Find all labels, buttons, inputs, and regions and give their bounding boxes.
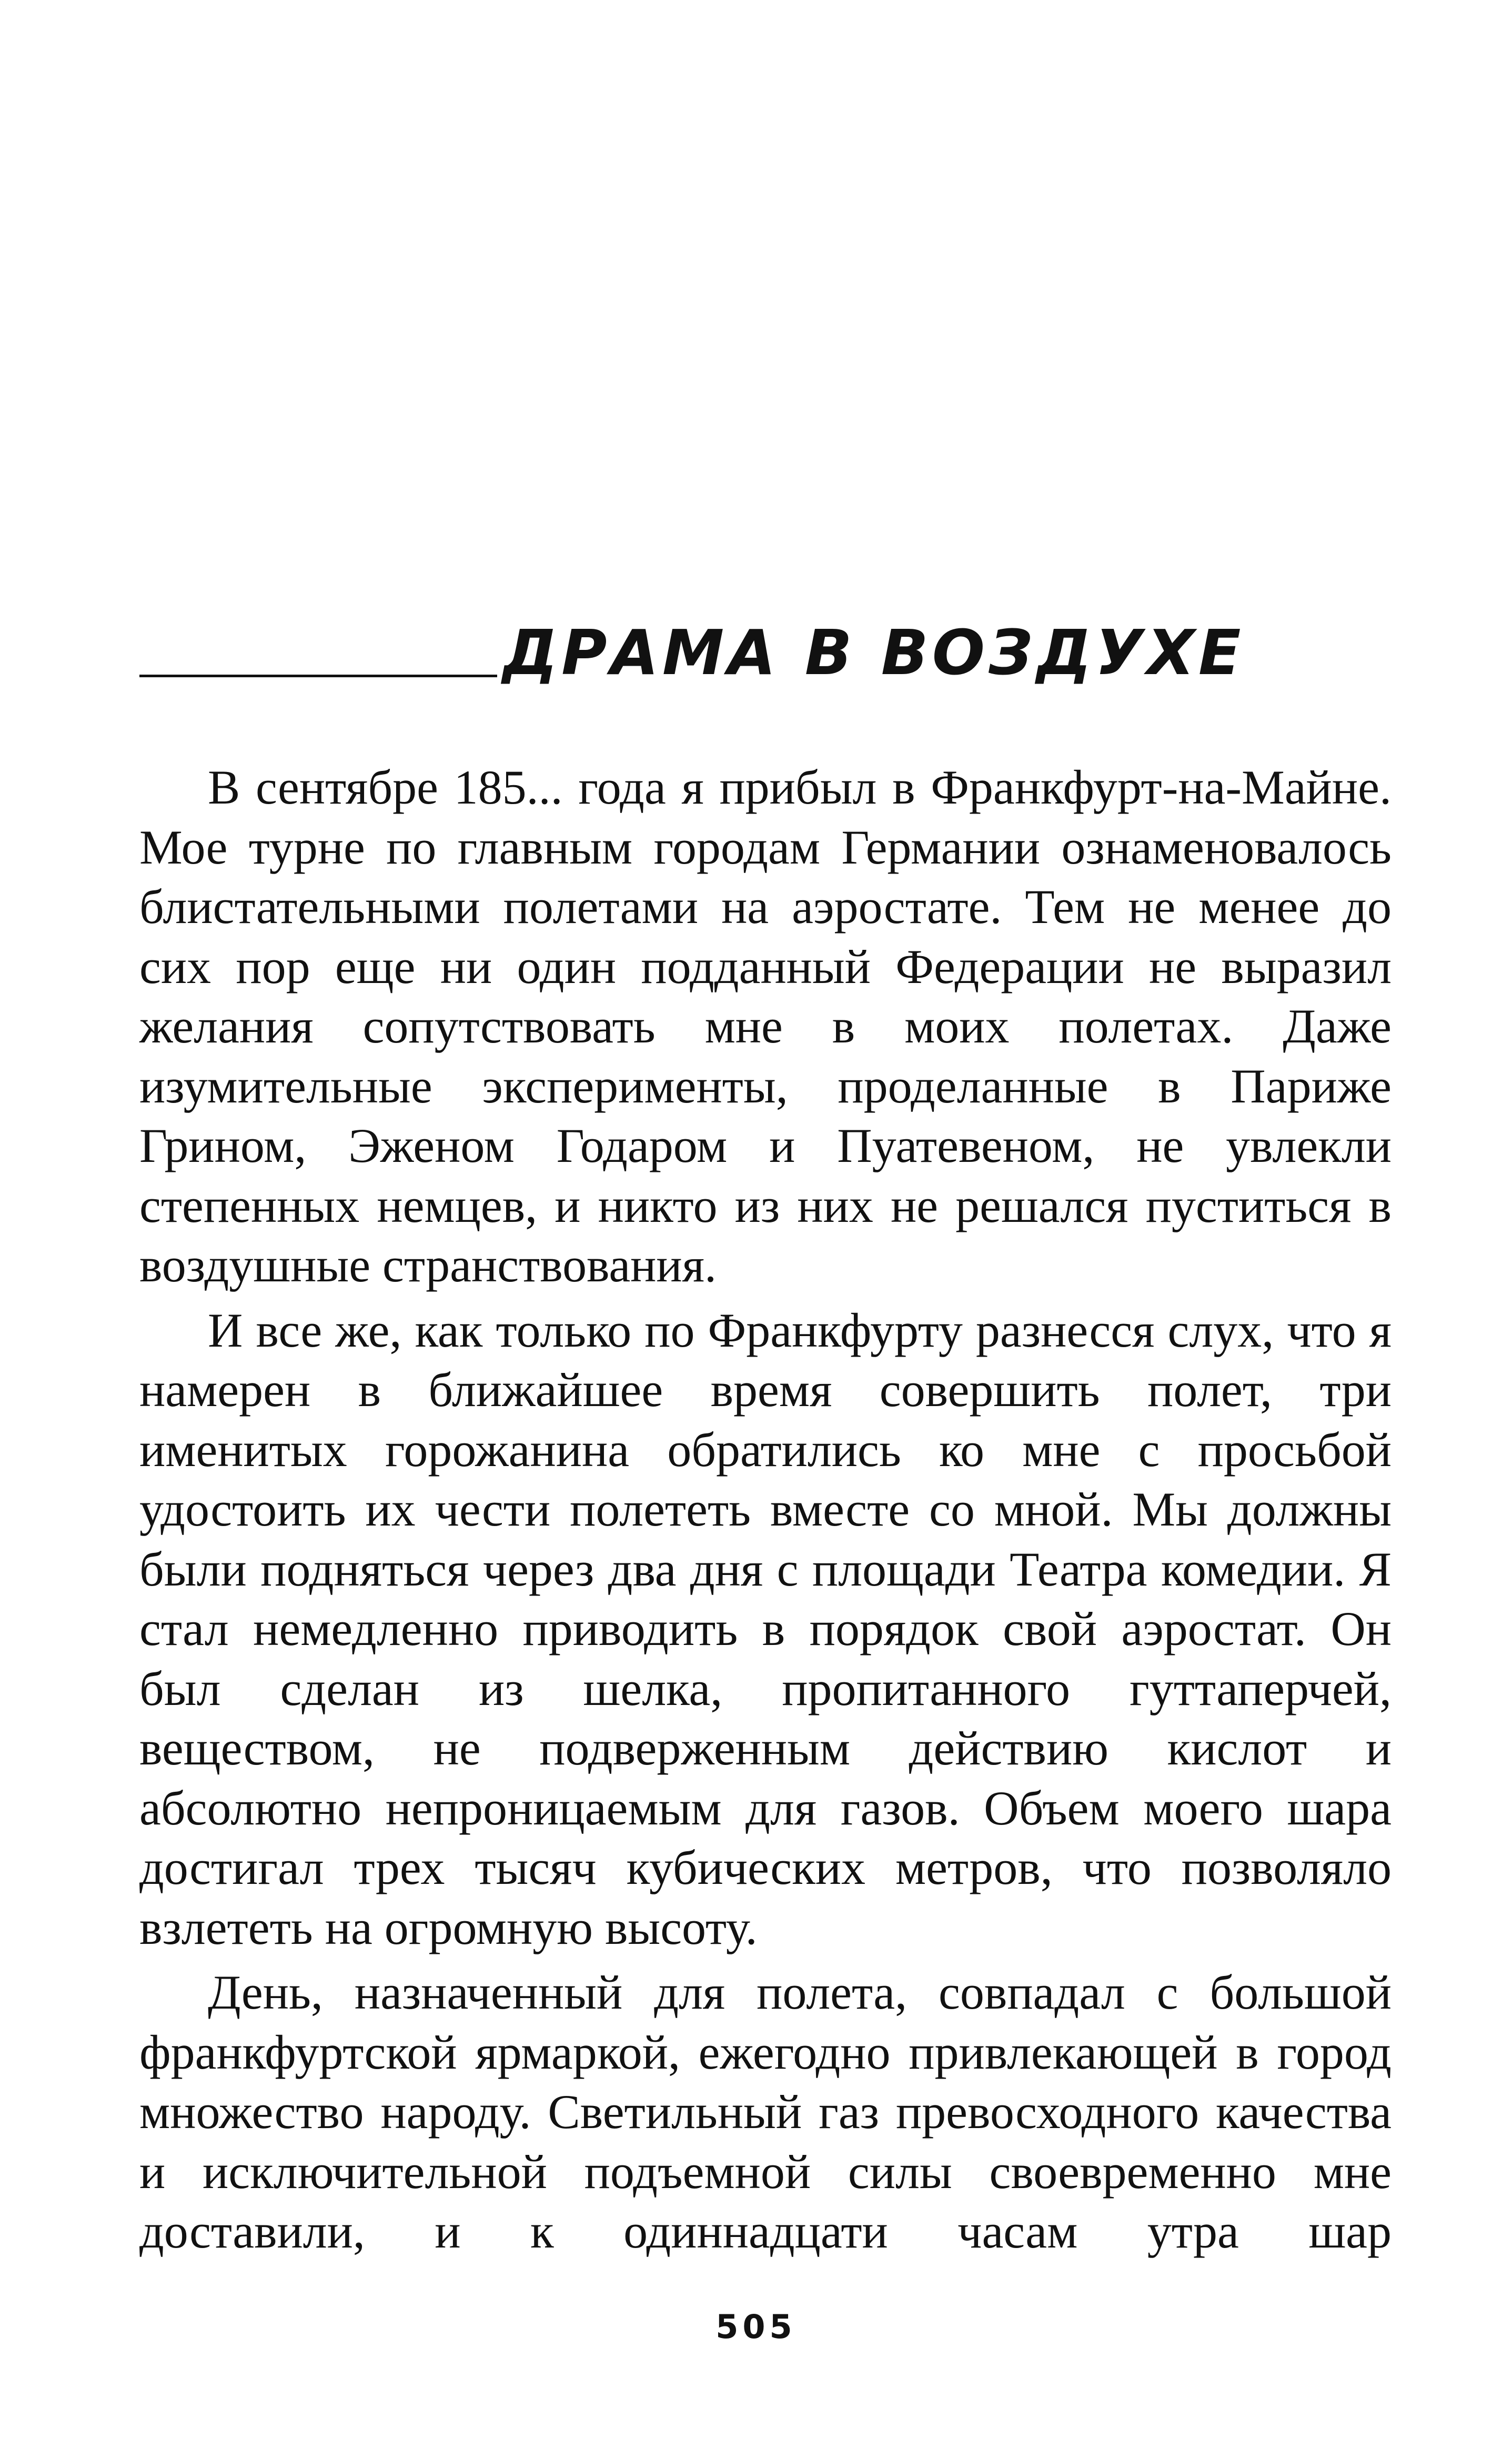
- page-number: 505: [715, 2307, 797, 2346]
- chapter-title: ДРАМА В ВОЗДУХЕ: [502, 616, 1245, 689]
- chapter-body: [139, 758, 1392, 2267]
- chapter-heading: [139, 616, 1392, 695]
- paragraph-1: В сентябре 185... года я прибыл в Франкфурт-на-Майне. Мое турне по главным городам Германии ознаменовалось блистательными полетами на аэростате. Тем не менее до сих пор еще ни один подданный Федерации не выразил желания сопутствовать мне в моих полетах. Даже изумительные эксперименты, проделанные в Париже Грином, Эженом Годаром и Пуатевеном, не увлекли степенных немцев, и никто из них не решался пуститься в воздушные странствования.: [139, 760, 1392, 1292]
- paragraph-3: День, назначенный для полета, совпадал с большой франкфуртской ярмаркой, ежегодно привлекающей в город множество народу. Светильный газ превосходного качества и исключительной подъемной силы своевременно мне доставили, и к одиннадцати часам утра шар: [139, 1965, 1392, 2258]
- heading-rule: [139, 675, 497, 677]
- paragraph-2: И все же, как только по Франкфурту разнесся слух, что я намерен в ближайшее время совершить полет, три именитых горожанина обратились ко мне с просьбой удостоить их чести полететь вместе со мной. Мы должны были подняться через два дня с площади Театра комедии. Я стал немедленно приводить в порядок свой аэростат. Он был сделан из шелка, пропитанного гуттаперчей, веществом, не подверженным действию кислот и абсолютно непроницаемым для газов. Объем моего шара достигал трех тысяч кубических метров, что позволяло взлететь на огромную высоту.: [139, 1303, 1392, 1954]
